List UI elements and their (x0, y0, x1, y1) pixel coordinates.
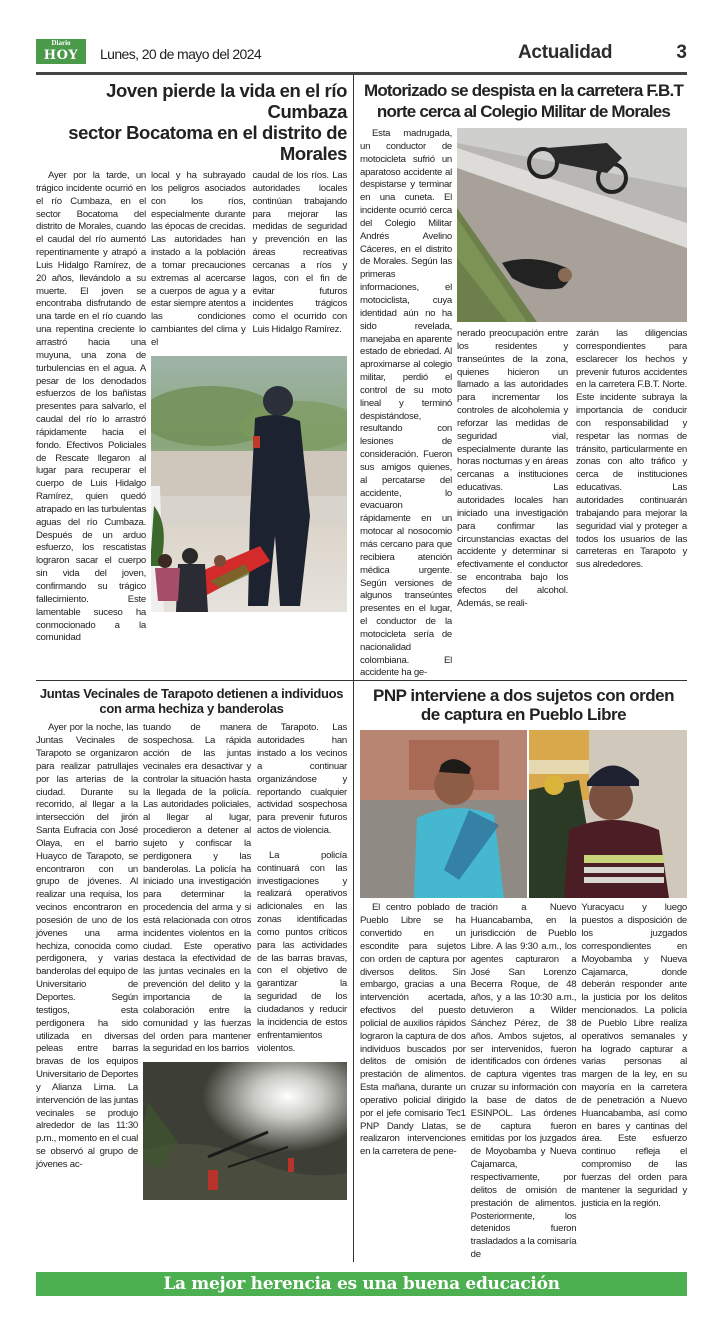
article-column (257, 722, 347, 1056)
headline-line: de captura en Pueblo Libre (420, 705, 627, 725)
detainees-photo (360, 730, 687, 898)
headline-line: norte cerca al Colegio Militar de Morales (376, 102, 671, 121)
headline-line: Motorizado se despista en la carretera F.B.T (363, 81, 684, 100)
article-paragraph: tuando de manera sospechosa. La rápida acción de las juntas vecinales era desactivar y controlar la situación hasta la llegada de la policía. Las autoridades policiales, al llegar al lugar, procedieron a detener al sujeto y confiscar la perdigonera y las banderolas. La policía ha iniciado una investigación para determinar la procedencia del arma y si está relacionada con otros incidentes violentos en la ciudad. Este operativo destaca la efectividad de las juntas vecinales en la prevención del delito y la importancia de la colaboración entre la comunidad y las fuerzas del orden para mantener la seguridad en los barrios (143, 722, 251, 1055)
article-columns (457, 328, 687, 611)
top-row (36, 75, 687, 680)
headline-line: PNP interviene a dos sujetos con orden (373, 686, 674, 706)
headline-line: Joven pierde la vida en el río Cumbaza (106, 80, 347, 122)
article-paragraph: Ayer por la noche, las Juntas Vecinales de Tarapoto se organizaron para realizar patrullajes por las arterias de la ciudad. Durante su recorrido, al llegar a la intersección del jirón Santa Eufracia con José Olaya, en el barrio Huayco de Tarapoto, se encontraron con un grupo de jóvenes. Al realizar una requisa, los vecinos encontraron en posesión de uno de los jóvenes una arma hechiza, conocida como perdigonera, y varias banderolas del equipo de Universitario de Deportes. Según testigos, esta perdigonera ha sido utilizada en diversas peleas entre barras bravas de los equipos Universitario de Deportes y Alianza Lima. La intervención de las juntas vecinales se produjo alrededor de las 11:30 p.m., momento en el cual se observó al grupo de jóvenes ac- (36, 722, 138, 1170)
article-right-block (151, 170, 347, 645)
article-paragraph: Esta madrugada, un conductor de motocicleta sufrió un aparatoso accidente al despistarse y terminar en una cuneta. El incidente ocurrió cerca del Colegio Militar Andrés Avelino Cáceres, en el distrito de Morales. Según las primeras informaciones, el motociclista, cuya identidad aún no ha sido revelada, manejaba en aparente estado de ebriedad. Al aproximarse al colegio militar, perdió el control de su moto lineal y terminó despistándose, resultando con lesiones de consideración. Fueron sus amigos quienes, al percatarse del accidente, lo evacuaron rápidamente en un motocar al nosocomio más cercano para que recibiera atención médica urgente. Según versiones de algunos transeúntes presentes en el lugar, el conductor de la motocicleta sería de nacionalidad colombiana. El accidente ha ge- (360, 128, 452, 679)
page-number: 3 (676, 42, 687, 63)
article-paragraph: nerado preocupación entre los residentes y transeúntes de la zona, quienes hicieron un llamado a las autoridades para incrementar los controles de alcoholemia y reforzar las medidas de seguridad vial, especialmente durante las horas nocturnas y en áreas cercanas a instituciones educativas. Las autoridades locales han iniciado una investigación para confirmar las circunstancias exactas del accidente y determinar si efectivamente el conductor se encontraba bajo los efectos del alcohol. Además, se reali- (457, 328, 568, 609)
article-paragraph: tración a Nuevo Huancabamba, en la jurisdicción de Pueblo Libre. A las 9:30 a.m., los agentes capturaron a José San Lorenzo Becerra Roque, de 48 años, y a las 10:30 a.m., detuvieron a Wilder Sánchez Pérez, de 38 años. Ambos sujetos, al ser intervenidos, fueron identificados con órdenes de captura vigentes tras cruzar su información con la base de datos de ESINPOL. Las órdenes de captura fueron emitidas por los juzgados de Moyobamba y Nueva Cajamarca, respectivamente, por delitos de omisión de prestación de alimentos. Posteriormente, los detenidos fueron trasladados a la comisaría de (470, 902, 577, 1261)
headline-rio-cumbaza (36, 80, 347, 164)
article-column (253, 170, 348, 350)
confiscated-weapon-photo (143, 1062, 347, 1200)
headline-motorizado (360, 80, 687, 122)
article-column (471, 902, 577, 1262)
headline-line: con arma hechiza y banderolas (99, 701, 284, 717)
article-column (457, 328, 568, 611)
motorcycle-accident-photo (457, 128, 687, 322)
article-paragraph: de Tarapoto. Las autoridades han instado a los vecinos a continuar organizándose y reportando cualquier actividad sospechosa para prevenir futuros actos de violencia. (257, 722, 347, 837)
article-paragraph: La policía continuará con las investigaciones y realizará operativos adicionales en las zonas identificadas como puntos críticos para las actividades de las barras bravas, con el objetivo de garantizar la seguridad de los ciudadanos y reducir la incidencia de estos enfrentamientos violentos. (257, 849, 347, 1054)
section-title: Actualidad (518, 42, 613, 63)
footer-slogan-banner (36, 1272, 687, 1296)
article-paragraph: caudal de los ríos. Las autoridades locales continúan trabajando para mejorar las medidas de seguridad y prevención en las áreas recreativas cercanas a ríos y lagos, con el fin de evitar futuros incidentes trágicos como el ocurrido con Luis Hidalgo Ramírez. (252, 170, 347, 336)
article-columns (360, 902, 687, 1262)
logo-small-text: Diario (51, 39, 71, 47)
masthead (36, 32, 687, 68)
headline-line: sector Bocatoma en el distrito de Morales (68, 122, 347, 164)
logo-big-text: HOY (43, 48, 79, 63)
article-rio-cumbaza (36, 75, 354, 680)
headline-line: Juntas Vecinales de Tarapoto detienen a individuos (39, 686, 344, 702)
article-columns (143, 722, 347, 1056)
article-paragraph: local y ha subrayado los peligros asociados con los ríos, especialmente durante las épocas de crecidas. Las autoridades han instado a la población a tomar precauciones extremas al acercarse a cuerpos de agua y a estar siempre atentos a las condiciones cambiantes del clima y el (151, 170, 246, 348)
article-column (360, 128, 452, 680)
article-column (143, 722, 251, 1056)
article-column (151, 170, 246, 350)
article-column (36, 722, 138, 1200)
article-body (36, 170, 347, 645)
article-motorizado (354, 75, 687, 680)
article-paragraph: El centro poblado de Pueblo Libre se ha convertido en un escondite para sujetos con orden de captura por diversos delitos. Sin embargo, gracias a una intervención acertada, efectivos del puesto policial de auxilios rápidos lograron la captura de dos individuos buscados por delitos de omisión de prestación de alimentos. Esta mañana, durante un operativo policial dirigido por el jefe comisario Tec1 PNP Dandy Llatas, se realizaron intervenciones en la carretera de pene- (360, 902, 466, 1158)
article-pnp-pueblo-libre (354, 681, 687, 1262)
article-right-block (143, 722, 347, 1200)
motorcycle-accident-image (457, 128, 687, 322)
article-column (36, 170, 146, 645)
bottom-row (36, 680, 687, 1262)
footer-slogan: La mejor herencia es una buena educación (163, 1273, 560, 1294)
article-paragraph: zarán las diligencias correspondientes para esclarecer los hechos y prevenir futuros accidentes en la carretera F.B.T. Norte. Este incidente subraya la importancia de conducir con responsabilidad y respetar las normas de tránsito, particularmente en zonas con alto tráfico y cerca de instituciones educativas. Las autoridades continuarán trabajando para mejorar la seguridad vial y proteger a todos los usuarios de las carreteras en Tarapoto y sus alrededores. (576, 328, 687, 571)
detainees-image (360, 730, 687, 898)
article-column (581, 902, 687, 1262)
newspaper-page (36, 0, 687, 1320)
rescue-photo (151, 356, 347, 612)
article-body (360, 128, 687, 680)
article-right-block (457, 128, 687, 680)
article-columns (151, 170, 347, 350)
issue-date: Lunes, 20 de mayo del 2024 (100, 46, 262, 62)
article-paragraph: Yuracyacu y luego puestos a disposición de los juzgados correspondientes en Moyobamba y Nueva Cajamarca, donde deberán responder ante la justicia por los delitos mencionados. La policía de Pueblo Libre realiza operativos semanales y ha logrado capturar a varias personas al margen de la ley, en su mayoría en la carretera de penetración a Nuevo Huancabamba, así como en bares y cantinas del área. Este esfuerzo continuo refleja el compromiso de las fuerzas del orden para mantener la seguridad y justicia en la región. (581, 902, 688, 1209)
article-juntas-vecinales (36, 681, 354, 1262)
article-column (576, 328, 687, 611)
rescue-photo-image (151, 356, 347, 612)
confiscated-weapon-image (143, 1062, 347, 1200)
headline-juntas-vecinales (36, 686, 347, 716)
article-body (36, 722, 347, 1200)
diario-hoy-logo (36, 39, 86, 64)
article-paragraph: Ayer por la tarde, un trágico incidente ocurrió en el río Cumbaza, en el sector Bocatoma del distrito de Morales, cuando el caudal del río aumentó repentinamente y atrapó a Luis Hidalgo Ramírez, de 20 años, llevándolo a su muerte. El joven se encontraba disfrutando de una tarde en el río cuando una repentina creciente lo arrastró hacia una muyuna, una zona de turbulencias en el agua. A pesar de los denodados esfuerzos de los bañistas presentes para salvarlo, el caudal del río lo arrastró rápidamente hacia el fondo. Efectivos Policiales de Rescate llegaron al lugar para recuperar el cuerpo de Luis Hidalgo Ramírez, quien quedó atrapado en las turbulentas aguas del río Cumbaza. Después de un arduo esfuerzo, los rescatistas lograron sacar el cuerpo sin vida del joven, confirmando su trágico fallecimiento. Este lamentable suceso ha conmocionado a la comunidad (36, 170, 146, 644)
headline-pnp-pueblo-libre (360, 686, 687, 724)
article-column (360, 902, 466, 1262)
